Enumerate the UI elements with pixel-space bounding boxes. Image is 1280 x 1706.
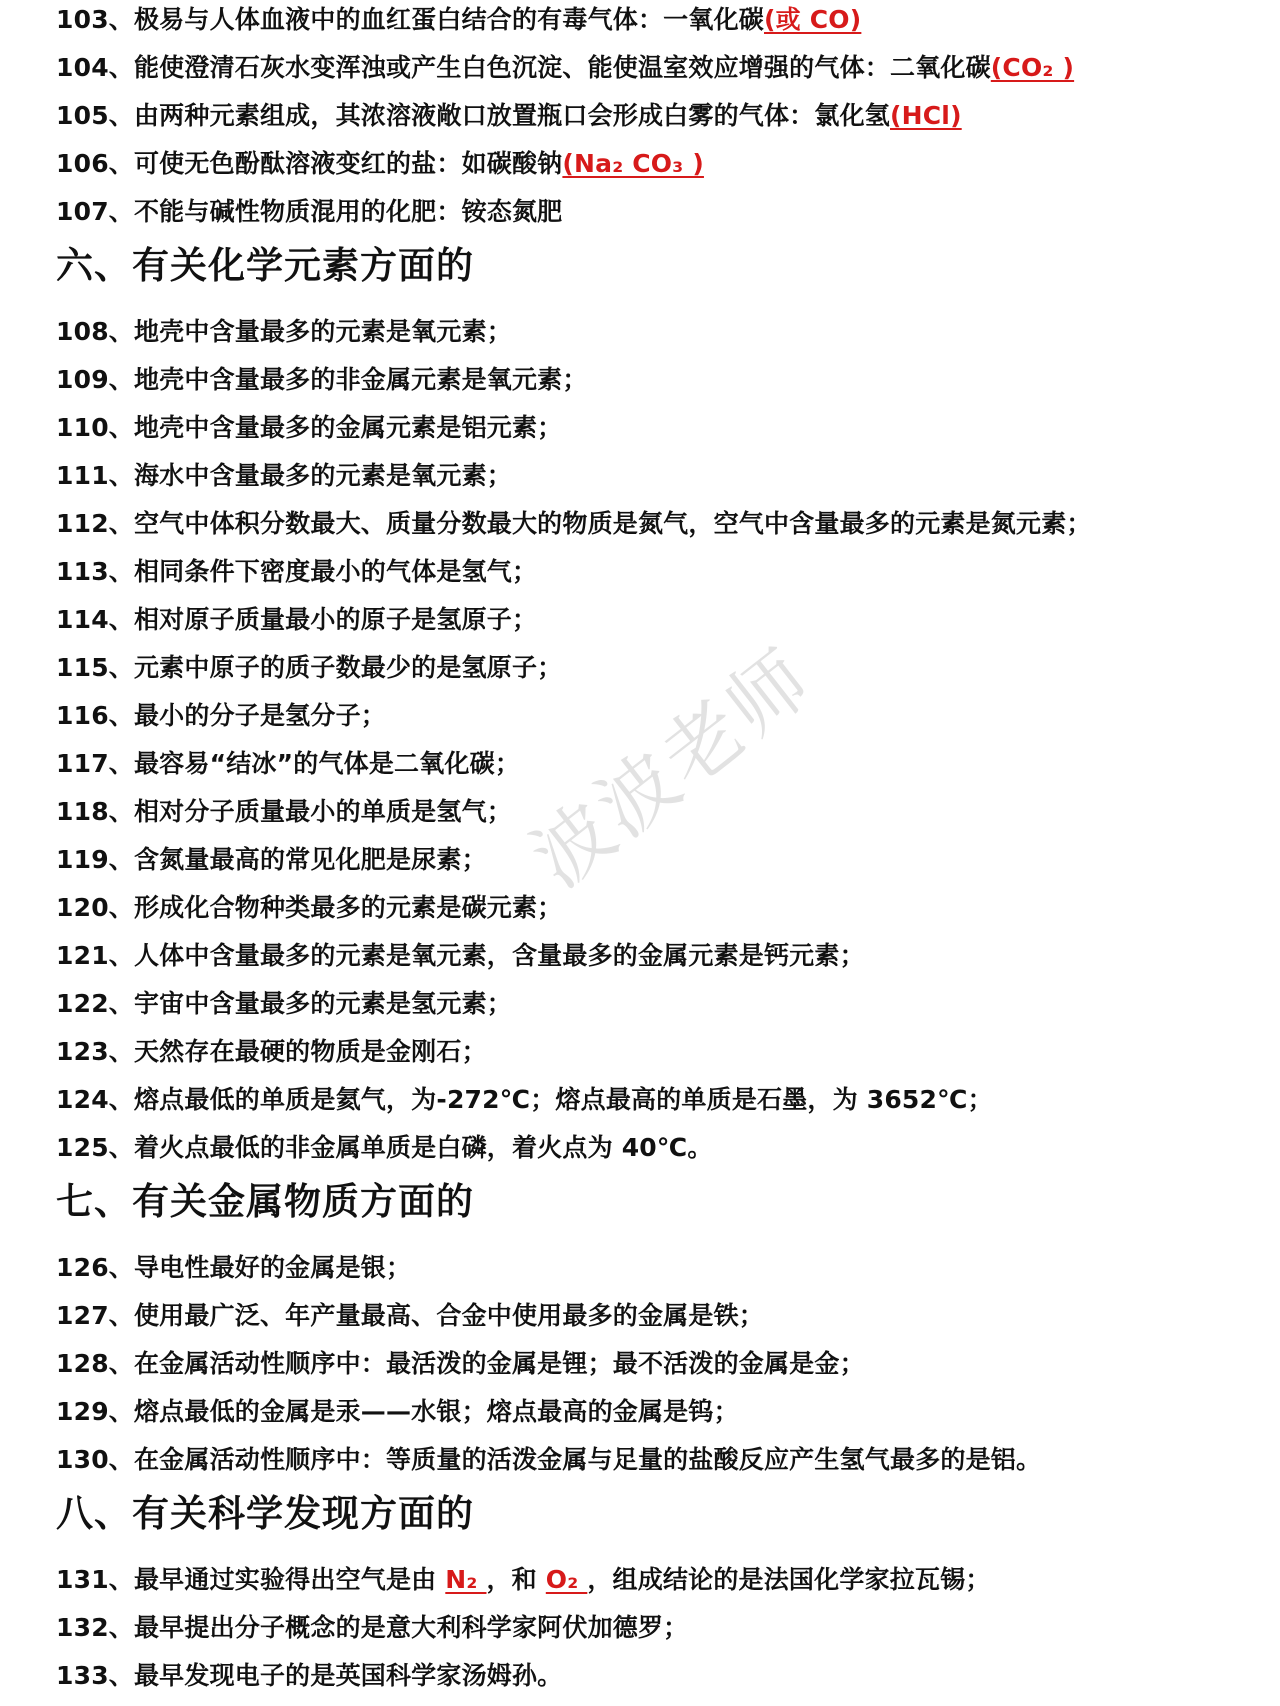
item-text: 111、海水中含量最多的元素是氧元素； bbox=[56, 461, 512, 490]
answer-text: (或 CO) bbox=[764, 5, 862, 34]
list-item bbox=[56, 411, 1260, 445]
item-text: 119、含氮量最高的常见化肥是尿素； bbox=[56, 845, 487, 874]
list-item bbox=[56, 1347, 1260, 1381]
list-item bbox=[56, 315, 1260, 349]
list-item bbox=[56, 795, 1260, 829]
item-text: 122、宇宙中含量最多的元素是氢元素； bbox=[56, 989, 512, 1018]
answer-text: (HCl) bbox=[890, 101, 962, 130]
item-text: 132、最早提出分子概念的是意大利科学家阿伏加德罗； bbox=[56, 1613, 689, 1642]
list-item bbox=[56, 459, 1260, 493]
list-item bbox=[56, 363, 1260, 397]
section-heading bbox=[56, 243, 1260, 289]
list-item bbox=[56, 987, 1260, 1021]
list-item bbox=[56, 1251, 1260, 1285]
list-item bbox=[56, 195, 1260, 229]
item-text: 114、相对原子质量最小的原子是氢原子； bbox=[56, 605, 538, 634]
section-heading bbox=[56, 1179, 1260, 1225]
item-text: 130、在金属活动性顺序中：等质量的活泼金属与足量的盐酸反应产生氢气最多的是铝。 bbox=[56, 1445, 1042, 1474]
item-text: 112、空气中体积分数最大、质量分数最大的物质是氮气，空气中含量最多的元素是氮元素； bbox=[56, 509, 1092, 538]
answer-text: (Na₂ CO₃ ) bbox=[562, 149, 704, 178]
item-text: 124、熔点最低的单质是氦气，为-272℃；熔点最高的单质是石墨，为 3652℃； bbox=[56, 1085, 993, 1114]
list-item bbox=[56, 1035, 1260, 1069]
item-text: ，组成结论的是法国化学家拉瓦锡； bbox=[587, 1565, 991, 1594]
watermark: 波波老师 bbox=[516, 632, 830, 906]
item-text: 八、有关科学发现方面的 bbox=[56, 1492, 474, 1535]
list-item bbox=[56, 651, 1260, 685]
item-text: 六、有关化学元素方面的 bbox=[56, 244, 474, 287]
list-item bbox=[56, 1443, 1260, 1477]
list-item bbox=[56, 1563, 1260, 1597]
item-text: 103、极易与人体血液中的血红蛋白结合的有毒气体：一氧化碳 bbox=[56, 5, 764, 34]
item-text: 131、最早通过实验得出空气是由 bbox=[56, 1565, 446, 1594]
item-text: 126、导电性最好的金属是银； bbox=[56, 1253, 412, 1282]
item-text: 104、能使澄清石灰水变浑浊或产生白色沉淀、能使温室效应增强的气体：二氧化碳 bbox=[56, 53, 991, 82]
list-item bbox=[56, 99, 1260, 133]
item-text: 118、相对分子质量最小的单质是氢气； bbox=[56, 797, 512, 826]
item-text: 108、地壳中含量最多的元素是氧元素； bbox=[56, 317, 512, 346]
item-text: 123、天然存在最硬的物质是金刚石； bbox=[56, 1037, 487, 1066]
list-item bbox=[56, 1131, 1260, 1165]
list-item bbox=[56, 891, 1260, 925]
list-item bbox=[56, 507, 1260, 541]
item-text: 110、地壳中含量最多的金属元素是铝元素； bbox=[56, 413, 563, 442]
item-text: 七、有关金属物质方面的 bbox=[56, 1180, 474, 1223]
list-item bbox=[56, 51, 1260, 85]
item-text: 105、由两种元素组成，其浓溶液敞口放置瓶口会形成白雾的气体：氯化氢 bbox=[56, 101, 890, 130]
item-text: 106、可使无色酚酞溶液变红的盐：如碳酸钠 bbox=[56, 149, 563, 178]
item-text: 127、使用最广泛、年产量最高、合金中使用最多的金属是铁； bbox=[56, 1301, 764, 1330]
list-item bbox=[56, 1659, 1260, 1693]
list-item bbox=[56, 699, 1260, 733]
answer-text: (CO₂ ) bbox=[990, 53, 1075, 82]
list-item bbox=[56, 939, 1260, 973]
list-item bbox=[56, 747, 1260, 781]
list-item bbox=[56, 1083, 1260, 1117]
list-item bbox=[56, 603, 1260, 637]
list-item bbox=[56, 1395, 1260, 1429]
item-text: 125、着火点最低的非金属单质是白磷，着火点为 40℃。 bbox=[56, 1133, 713, 1162]
list-item bbox=[56, 3, 1260, 37]
item-text: 113、相同条件下密度最小的气体是氢气； bbox=[56, 557, 538, 586]
answer-text: O₂ bbox=[545, 1565, 588, 1594]
section-heading bbox=[56, 1491, 1260, 1537]
item-text: 128、在金属活动性顺序中：最活泼的金属是锂；最不活泼的金属是金； bbox=[56, 1349, 865, 1378]
item-text: 107、不能与碱性物质混用的化肥：铵态氮肥 bbox=[56, 197, 563, 226]
list-item bbox=[56, 147, 1260, 181]
item-text: 120、形成化合物种类最多的元素是碳元素； bbox=[56, 893, 563, 922]
answer-text: N₂ bbox=[445, 1565, 487, 1594]
item-text: 117、最容易“结冰”的气体是二氧化碳； bbox=[56, 749, 521, 778]
item-text: 121、人体中含量最多的元素是氧元素，含量最多的金属元素是钙元素； bbox=[56, 941, 865, 970]
item-text: 109、地壳中含量最多的非金属元素是氧元素； bbox=[56, 365, 588, 394]
item-text: 129、熔点最低的金属是汞——水银；熔点最高的金属是钨； bbox=[56, 1397, 739, 1426]
item-text: 115、元素中原子的质子数最少的是氢原子； bbox=[56, 653, 563, 682]
list-item bbox=[56, 1611, 1260, 1645]
item-text: 133、最早发现电子的是英国科学家汤姆孙。 bbox=[56, 1661, 563, 1690]
item-text: ，和 bbox=[486, 1565, 546, 1594]
item-text: 116、最小的分子是氢分子； bbox=[56, 701, 386, 730]
list-item bbox=[56, 555, 1260, 589]
list-item bbox=[56, 843, 1260, 877]
list-item bbox=[56, 1299, 1260, 1333]
